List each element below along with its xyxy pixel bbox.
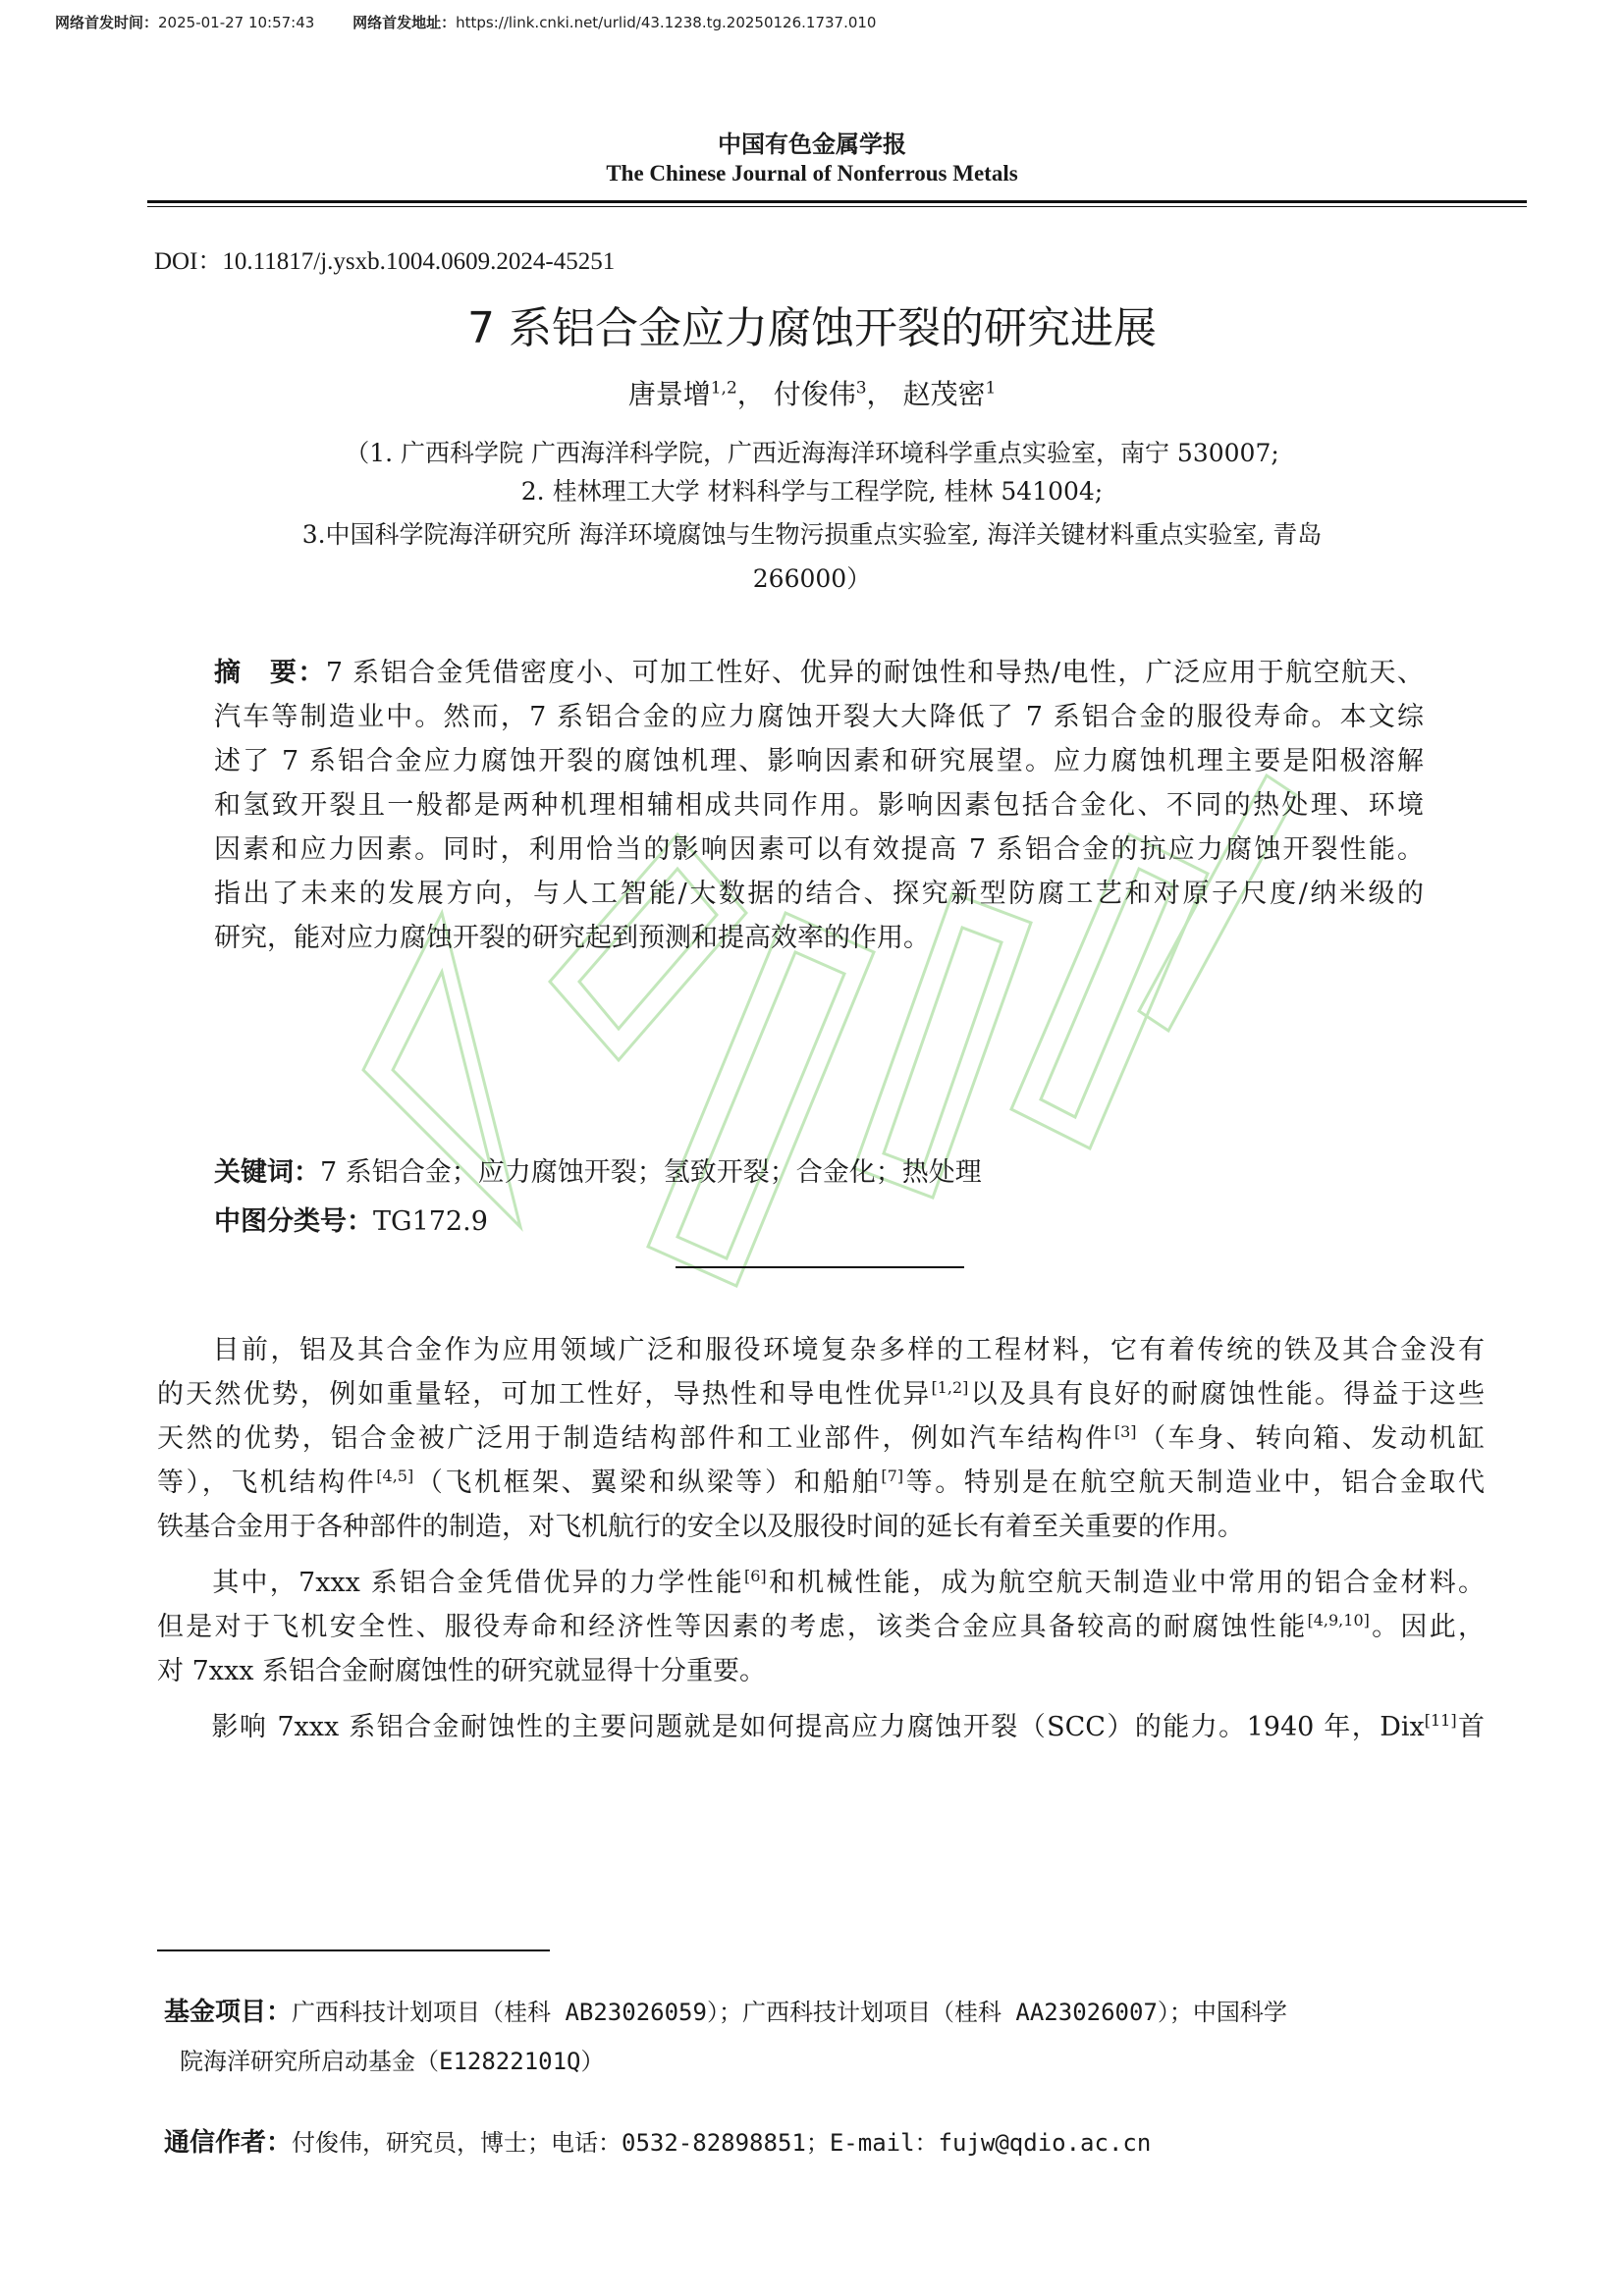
body-line: 目前，铝及其合金作为应用领域广泛和服役环境复杂多样的工程材料，它有着传统的铁及其合金没有 <box>210 1335 1485 1365</box>
abstract <box>214 651 1424 960</box>
journal-header <box>0 130 1624 188</box>
doi: DOI：10.11817/j.ysxb.1004.0609.2024-45251 <box>154 248 616 275</box>
citation[interactable]: [11] <box>1424 1711 1457 1730</box>
body-line: 但是对于飞机安全性、服役寿命和经济性等因素的考虑，该类合金应具备较高的耐腐蚀性能[4,9,10]。因此， <box>157 1611 1486 1642</box>
header-rule-thin <box>147 206 1527 207</box>
abstract-line: 因素和应力因素。同时，利用恰当的影响因素可以有效提高 7 系铝合金的抗应力腐蚀开裂性能。 <box>214 834 1424 865</box>
abstract-line: 汽车等制造业中。然而，7 系铝合金的应力腐蚀开裂大大降低了 7 系铝合金的服役寿命。本文综 <box>214 702 1424 732</box>
abstract-line: 指出了未来的发展方向，与人工智能/大数据的结合、探究新型防腐工艺和对原子尺度/纳米级的 <box>214 879 1424 909</box>
citation[interactable]: [7] <box>881 1467 904 1485</box>
abstract-label: 摘 要： <box>214 658 326 688</box>
paper-title: 7 系铝合金应力腐蚀开裂的研究进展 <box>467 303 1157 353</box>
funding-info <box>164 1988 1485 2086</box>
corresponding-label: 通信作者： <box>164 2128 293 2158</box>
abstract-line: 研究，能对应力腐蚀开裂的研究起到预测和提高效率的作用。 <box>214 923 930 953</box>
author: 赵茂密$^1$ <box>902 378 997 410</box>
body-line: 铁基合金用于各种部件的制造，对飞机航行的安全以及服役时间的延长有着至关重要的作用。 <box>157 1512 1244 1542</box>
classification-label: 中图分类号： <box>214 1206 373 1237</box>
author-list <box>0 373 1624 412</box>
footnote-rule <box>157 1949 550 1951</box>
keywords-label: 关键词： <box>214 1157 320 1188</box>
affiliation-line: 2. 桂林理工大学 材料科学与工程学院, 桂林 541004; <box>520 477 1104 506</box>
body-line: 其中，7xxx 系铝合金凭借优异的力学性能[6]和机械性能，成为航空航天制造业中常用的铝合金材料。 <box>210 1567 1485 1598</box>
online-url[interactable]: 网络首发地址：https://link.cnki.net/urlid/43.1238.tg.20250126.1737.010 <box>352 14 877 31</box>
author: 付俊伟$^3$， <box>773 378 894 410</box>
affiliation-line: （1. 广西科学院 广西海洋科学院，广西近海海洋环境科学重点实验室，南宁 530007; <box>345 439 1279 467</box>
citation[interactable]: [4,9,10] <box>1307 1611 1370 1629</box>
funding-label: 基金项目： <box>164 1998 293 2027</box>
abstract-line: 述了 7 系铝合金应力腐蚀开裂的腐蚀机理、影响因素和研究展望。应力腐蚀机理主要是阳极溶解 <box>214 746 1424 776</box>
citation[interactable]: [4,5] <box>376 1467 414 1485</box>
citation[interactable]: [1,2] <box>931 1378 969 1397</box>
author: 唐景增$^{1,2}$， <box>627 378 765 410</box>
body-line: 等），飞机结构件[4,5]（飞机框架、翼梁和纵梁等）和船舶[7]等。特别是在航空航天制造业中，铝合金取代 <box>157 1467 1486 1498</box>
funding-line: 院海洋研究所启动基金（E12822101Q） <box>180 2048 605 2075</box>
body-line: 对 7xxx 系铝合金耐腐蚀性的研究就显得十分重要。 <box>157 1656 767 1686</box>
abstract-line: 和氢致开裂且一般都是两种机理相辅相成共同作用。影响因素包括合金化、不同的热处理、环境 <box>214 790 1424 821</box>
classification-number: 中图分类号：TG172.9 <box>214 1206 488 1237</box>
abstract-line: 摘 要：7 系铝合金凭借密度小、可加工性好、优异的耐蚀性和导热/电性，广泛应用于航空航天、 <box>214 658 1424 688</box>
corresponding-author: 通信作者：付俊伟，研究员，博士；电话：0532-82898851；E-mail：fujw@qdio.ac.cn <box>164 2128 1152 2158</box>
keywords: 关键词：7 系铝合金；应力腐蚀开裂；氢致开裂；合金化；热处理 <box>214 1157 982 1188</box>
body-line: 影响 7xxx 系铝合金耐蚀性的主要问题就是如何提高应力腐蚀开裂（SCC）的能力。1940 年，Dix[11]首 <box>210 1711 1485 1742</box>
citation[interactable]: [3] <box>1113 1422 1137 1441</box>
body-text <box>157 1328 1485 1749</box>
body-line: 的天然优势，例如重量轻，可加工性好，导热性和导电性优异[1,2]以及具有良好的耐腐蚀性能。得益于这些 <box>157 1378 1485 1410</box>
journal-name-en: The Chinese Journal of Nonferrous Metals <box>606 161 1018 186</box>
funding-line: 基金项目：广西科技计划项目（桂科 AB23026059）；广西科技计划项目（桂科 AA23026007）；中国科学 <box>164 1998 1287 2027</box>
affiliation-line: 3.中国科学院海洋研究所 海洋环境腐蚀与生物污损重点实验室, 海洋关键材料重点实验室, 青岛 <box>301 520 1323 549</box>
citation[interactable]: [6] <box>744 1567 767 1585</box>
online-publication-info <box>55 12 909 32</box>
section-divider <box>676 1266 964 1268</box>
affiliation-line: 266000） <box>752 564 872 593</box>
header-rule <box>147 200 1527 203</box>
online-time: 网络首发时间：2025-01-27 10:57:43 <box>55 14 315 31</box>
journal-name-cn: 中国有色金属学报 <box>718 131 906 158</box>
body-line: 天然的优势，铝合金被广泛用于制造结构部件和工业部件，例如汽车结构件[3]（车身、转向箱、发动机缸 <box>157 1422 1486 1454</box>
